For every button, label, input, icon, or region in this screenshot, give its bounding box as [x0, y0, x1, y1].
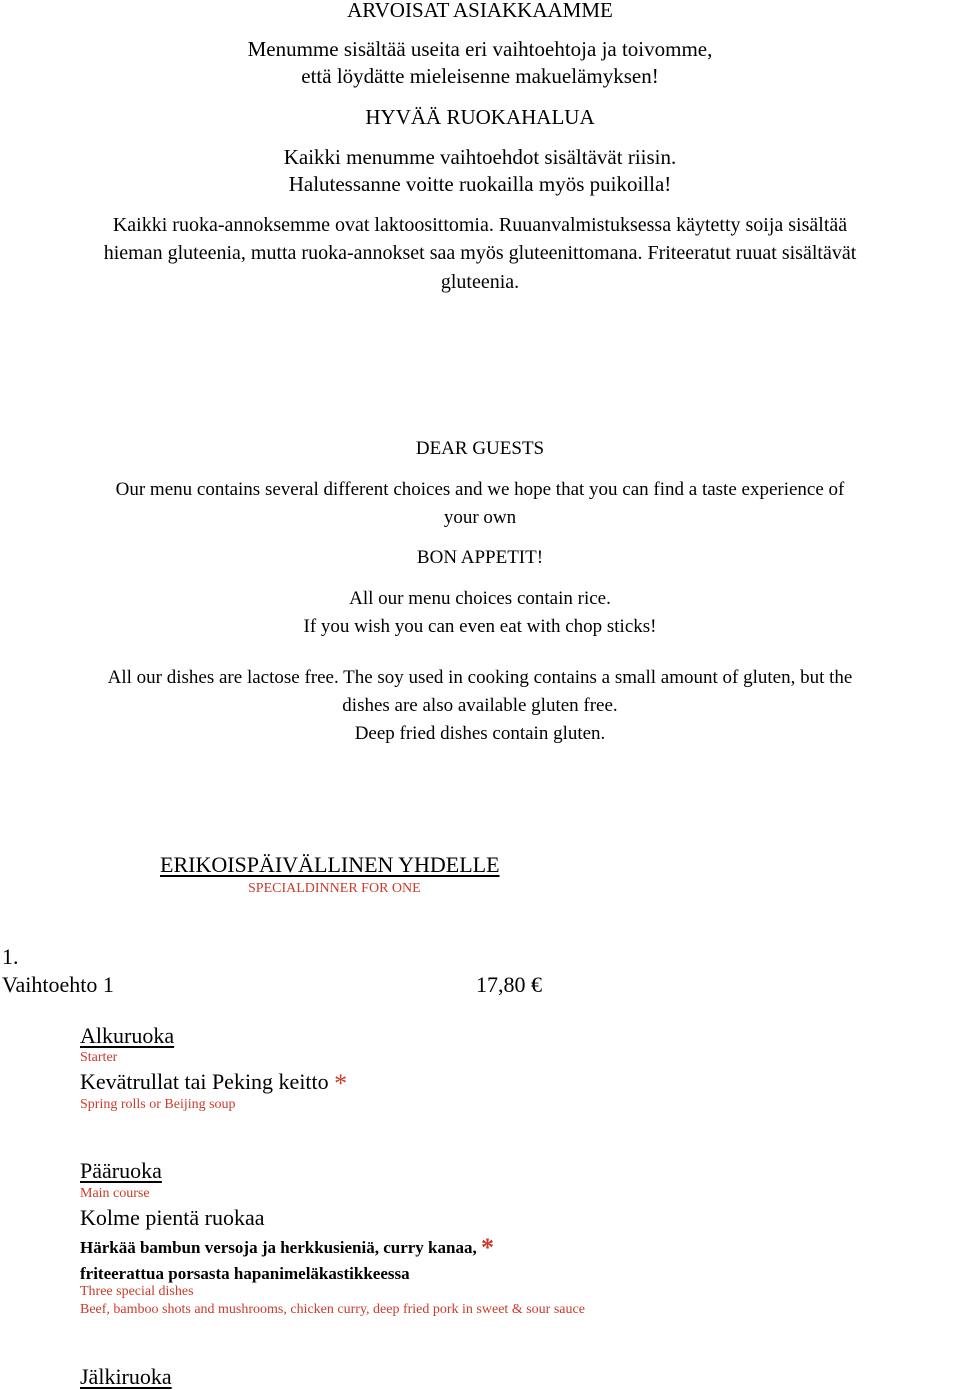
dessert-heading: Jälkiruoka — [80, 1364, 172, 1389]
fi-greeting: HYVÄÄ RUOKAHALUA — [365, 105, 595, 129]
starter-dish-text: Kevätrullat tai Peking keitto — [80, 1069, 329, 1094]
starter-heading: Alkuruoka — [80, 1023, 175, 1048]
en-intro-line2: your own — [443, 507, 517, 528]
option-number: 1. — [2, 944, 19, 969]
special-title: ERIKOISPÄIVÄLLINEN YHDELLE — [160, 852, 500, 877]
main-star: * — [480, 1233, 494, 1262]
fi-intro-line1: Menumme sisältää useita eri vaihtoehtoja ja toivomme, — [247, 37, 713, 61]
en-rice-line2: If you wish you can even eat with chop sticks! — [303, 616, 657, 637]
fi-rice-line2: Halutessanne voitte ruokailla myös puikoilla! — [288, 172, 672, 196]
fi-title: ARVOISAT ASIAKKAAMME — [347, 0, 613, 22]
main-heading: Pääruoka — [80, 1158, 162, 1183]
main-detail-line1 — [80, 1233, 494, 1262]
option-name: Vaihtoehto 1 — [2, 972, 114, 997]
main-detail-text: Härkää bambun versoja ja herkkusieniä, curry kanaa, — [80, 1238, 477, 1257]
fi-intro-line2: että löydätte mieleisenne makuelämyksen! — [301, 64, 659, 88]
option-price: 17,80 € — [476, 972, 542, 997]
en-allergy-line2: dishes are also available gluten free. — [342, 695, 618, 716]
starter-star: * — [334, 1069, 348, 1098]
fi-rice-line1: Kaikki menumme vaihtoehdot sisältävät riisin. — [283, 145, 677, 169]
starter-heading-en: Starter — [80, 1050, 118, 1065]
en-allergy-line1: All our dishes are lactose free. The soy used in cooking contains a small amount of gluten, but the — [107, 667, 853, 688]
en-title: DEAR GUESTS — [415, 438, 545, 459]
main-en-line1: Three special dishes — [80, 1284, 194, 1299]
fi-allergy-line3: gluteenia. — [440, 271, 520, 293]
en-intro-line1: Our menu contains several different choices and we hope that you can find a taste experience of — [115, 479, 845, 500]
main-heading-en: Main course — [80, 1186, 150, 1201]
fi-allergy-line1: Kaikki ruoka-annoksemme ovat laktoosittomia. Ruuanvalmistuksessa käytetty soija sisältää — [112, 214, 848, 236]
en-allergy-line3: Deep fried dishes contain gluten. — [354, 723, 606, 744]
main-dish: Kolme pientä ruokaa — [80, 1205, 265, 1230]
special-subtitle: SPECIALDINNER FOR ONE — [248, 881, 421, 896]
main-en-line2: Beef, bamboo shots and mushrooms, chicken curry, deep fried pork in sweet & sour sauce — [80, 1302, 585, 1317]
starter-dish-en: Spring rolls or Beijing soup — [80, 1097, 236, 1112]
starter-dish — [80, 1069, 347, 1097]
en-rice-line1: All our menu choices contain rice. — [349, 588, 611, 609]
en-greeting: BON APPETIT! — [416, 547, 544, 568]
fi-allergy-line2: hieman gluteenia, mutta ruoka-annokset saa myös gluteenittomana. Friteeratut ruuat sisältävät — [103, 242, 857, 264]
main-detail-line2: friteerattua porsasta hapanimeläkastikkeessa — [80, 1264, 410, 1283]
